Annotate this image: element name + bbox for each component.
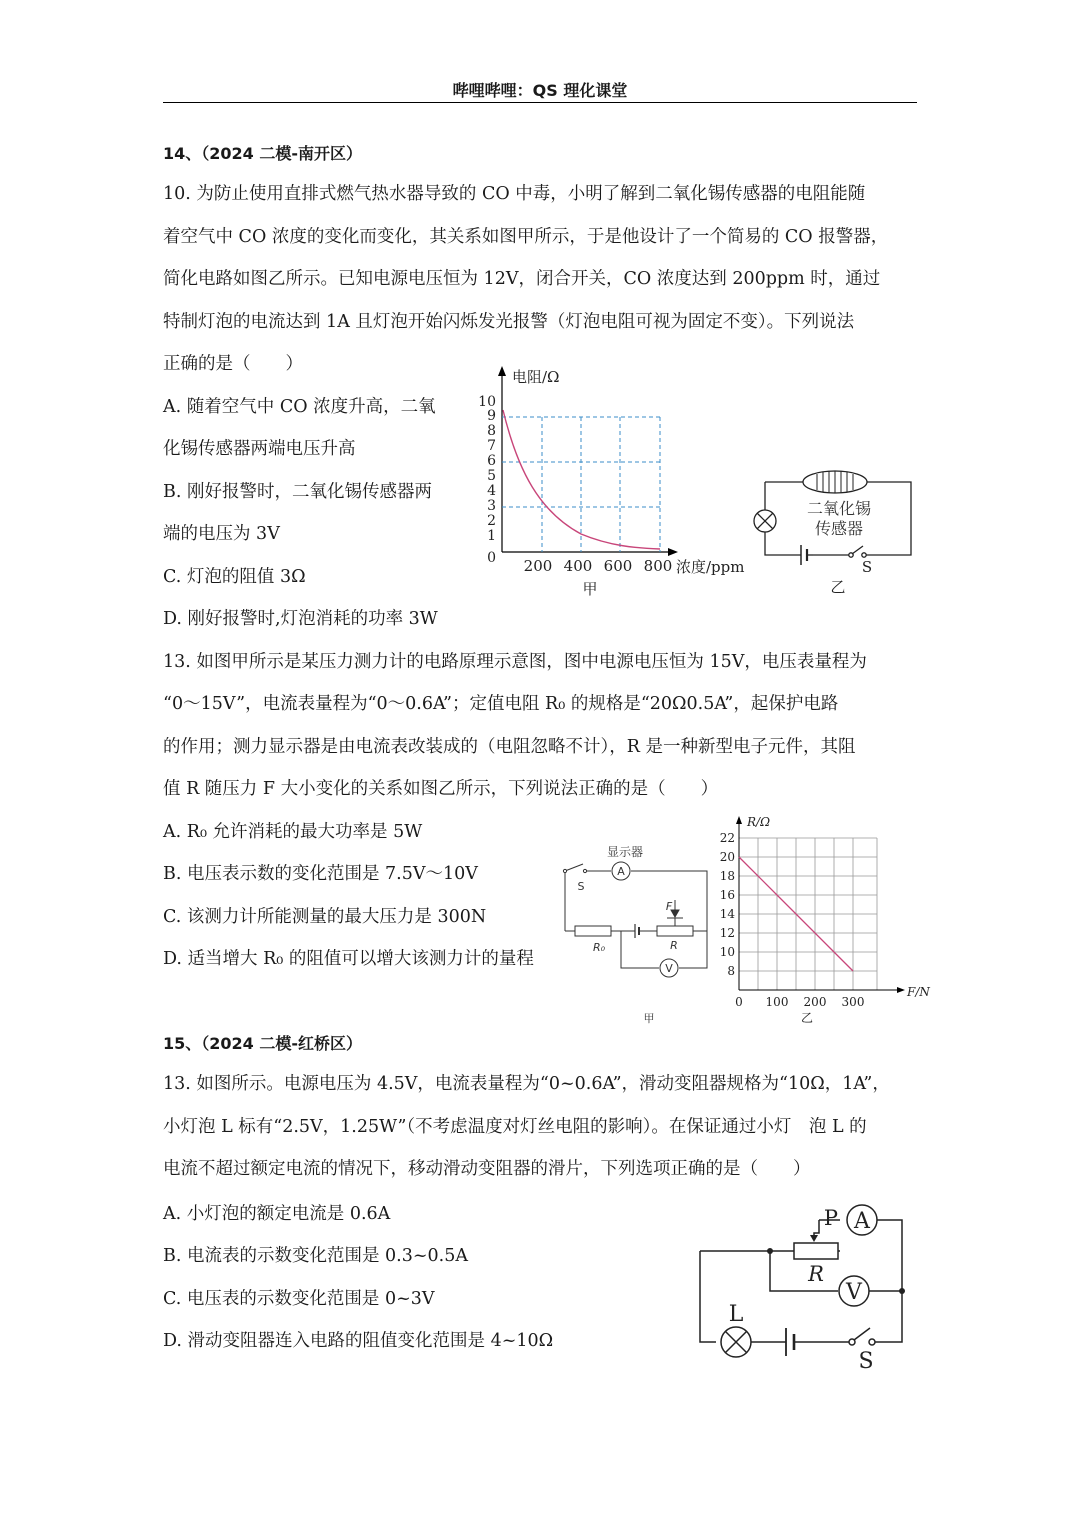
- q13b-option-a: A. 小灯泡的额定电流是 0.6A: [163, 1204, 391, 1224]
- q13a-line: 值 R 随压力 F 大小变化的关系如图乙所示，下列说法正确的是（ ）: [163, 779, 719, 799]
- co-ytick: 9: [487, 408, 496, 424]
- sensor-label-2: 传感器: [814, 519, 864, 538]
- q13b-option-d: D. 滑动变阻器连入电路的阻值变化范围是 4~10Ω: [163, 1331, 554, 1351]
- q10-line: 正确的是（ ）: [163, 354, 303, 374]
- rf-graph-ylabel: R/Ω: [747, 815, 771, 829]
- q10-option-c: C. 灯泡的阻值 3Ω: [163, 567, 306, 587]
- rf-xtick: 0: [735, 995, 743, 1009]
- section-15-title: 15、（2024 二模-红桥区）: [163, 1034, 363, 1053]
- co-ytick: 3: [487, 498, 496, 514]
- co-xtick: 400: [563, 557, 593, 575]
- q13a-option-c: C. 该测力计所能测量的最大压力是 300N: [163, 907, 487, 927]
- page-header: 哔哩哔哩：QS 理化课堂: [452, 81, 628, 100]
- q13a-option-d: D. 适当增大 R₀ 的阻值可以增大该测力计的量程: [163, 949, 534, 969]
- hq-switch-label: S: [858, 1349, 874, 1374]
- co-graph-ylabel: 电阻/Ω: [512, 368, 560, 386]
- q10-option-b-cont: 端的电压为 3V: [163, 524, 280, 544]
- co-switch-label: S: [861, 558, 873, 576]
- co-graph-xlabel: 浓度/ppm: [676, 558, 745, 576]
- rf-ytick: 16: [719, 888, 735, 902]
- q13b-option-b: B. 电流表的示数变化范围是 0.3~0.5A: [163, 1246, 469, 1266]
- r-force-graph: [715, 812, 935, 1027]
- q10-line: 10. 为防止使用直排式燃气热水器导致的 CO 中毒，小明了解到二氧化锡传感器的电阻能随: [163, 184, 866, 204]
- hq-slider-label: P: [823, 1206, 839, 1230]
- force-r0-label: R₀: [592, 941, 606, 954]
- rf-ytick: 10: [719, 945, 735, 959]
- co-circuit-caption: 乙: [830, 578, 846, 596]
- q13a-line: 的作用；测力显示器是由电流表改装成的（电阻忽略不计），R 是一种新型电子元件，其阻: [163, 737, 856, 757]
- co-resistance-graph: [470, 362, 770, 602]
- co-ytick: 1: [487, 528, 496, 544]
- q13b-line: 13. 如图所示。电源电压为 4.5V，电流表量程为“0~0.6A”，滑动变阻器规格为“10Ω，1A”，: [163, 1074, 890, 1094]
- force-switch-label: S: [577, 880, 585, 893]
- header-divider: [163, 102, 917, 103]
- hq-voltmeter-label: V: [846, 1280, 862, 1305]
- rf-ytick: 20: [719, 850, 735, 864]
- co-ytick: 10: [478, 394, 496, 410]
- q10-line: 着空气中 CO 浓度的变化而变化，其关系如图甲所示，于是他设计了一个简易的 CO 报警器，: [163, 227, 889, 247]
- q10-option-a: A. 随着空气中 CO 浓度升高，二氧: [163, 397, 436, 417]
- co-ytick: 7: [487, 438, 496, 454]
- co-alarm-circuit: [745, 460, 925, 600]
- co-ytick: 5: [487, 468, 496, 484]
- q10-option-d: D. 刚好报警时,灯泡消耗的功率 3W: [163, 609, 438, 629]
- q13b-line: 小灯泡 L 标有“2.5V，1.25W”（不考虑温度对灯丝电阻的影响）。在保证通过小灯 泡 L 的: [163, 1117, 867, 1137]
- rf-ytick: 18: [719, 869, 735, 883]
- q10-line: 特制灯泡的电流达到 1A 且灯泡开始闪烁发光报警（灯泡电阻可视为固定不变）。下列说法: [163, 312, 855, 332]
- co-xtick: 800: [643, 557, 673, 575]
- rf-ytick: 14: [719, 907, 735, 921]
- force-f-label: F: [665, 900, 673, 913]
- co-xtick: 600: [603, 557, 633, 575]
- rf-ytick: 12: [719, 926, 735, 940]
- co-ytick: 6: [487, 453, 496, 469]
- rf-xtick: 300: [841, 995, 865, 1009]
- co-ytick: 4: [487, 483, 496, 499]
- q13b-option-c: C. 电压表的示数变化范围是 0~3V: [163, 1289, 435, 1309]
- rf-graph-caption: 乙: [800, 1011, 814, 1025]
- force-voltmeter-label: V: [665, 962, 673, 975]
- rf-ytick: 22: [719, 831, 735, 845]
- force-ammeter-label: A: [617, 865, 625, 878]
- rf-graph-xlabel: F/N: [907, 985, 930, 999]
- q13a-option-a: A. R₀ 允许消耗的最大功率是 5W: [163, 822, 423, 842]
- hq-r-label: R: [808, 1262, 824, 1286]
- section-14-title: 14、（2024 二模-南开区）: [163, 144, 363, 163]
- hq-ammeter-label: A: [854, 1209, 870, 1234]
- q13b-line: 电流不超过额定电流的情况下，移动滑动变阻器的滑片，下列选项正确的是（ ）: [163, 1159, 811, 1179]
- display-label: 显示器: [606, 845, 644, 859]
- q13a-line: 13. 如图甲所示是某压力测力计的电路原理示意图，图中电源电压恒为 15V，电压表量程为: [163, 652, 867, 672]
- q13a-option-b: B. 电压表示数的变化范围是 7.5V～10V: [163, 864, 478, 884]
- co-ytick: 8: [487, 423, 496, 439]
- q10-option-a-cont: 化锡传感器两端电压升高: [163, 439, 356, 459]
- hq-lamp-label: L: [728, 1302, 744, 1327]
- force-circuit-caption: 甲: [643, 1012, 655, 1025]
- co-ytick: 2: [487, 513, 496, 529]
- rf-xtick: 200: [803, 995, 827, 1009]
- lamp-rheostat-circuit: [690, 1195, 920, 1375]
- co-ytick: 0: [487, 550, 496, 566]
- q13a-line: “0～15V”，电流表量程为“0～0.6A”；定值电阻 R₀ 的规格是“20Ω0.5A”，起保护电路: [163, 694, 839, 714]
- sensor-label-1: 二氧化锡: [806, 499, 872, 518]
- force-r-label: R: [670, 939, 678, 952]
- q10-line: 简化电路如图乙所示。已知电源电压恒为 12V，闭合开关，CO 浓度达到 200ppm 时，通过: [163, 269, 881, 289]
- force-meter-circuit: [555, 838, 720, 1028]
- co-graph-caption: 甲: [582, 580, 598, 598]
- rf-xtick: 100: [765, 995, 789, 1009]
- rf-ytick: 8: [727, 964, 735, 978]
- q10-option-b: B. 刚好报警时，二氧化锡传感器两: [163, 482, 432, 502]
- co-xtick: 200: [523, 557, 553, 575]
